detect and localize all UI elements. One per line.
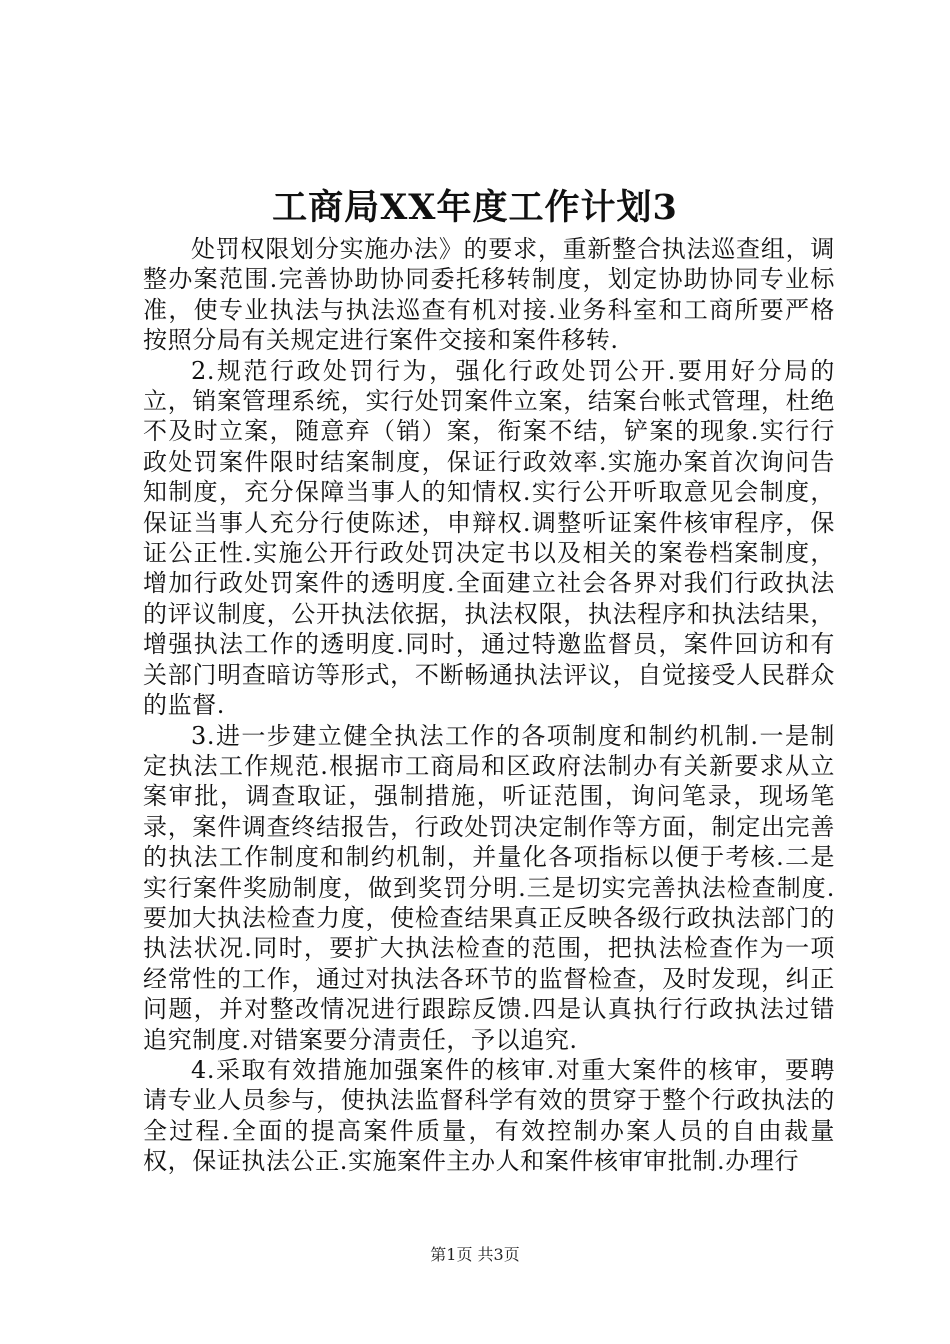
- page-footer: 第1页 共3页: [430, 1245, 520, 1264]
- document-title: 工商局XX年度工作计划3: [272, 187, 678, 228]
- paragraph-4: 4.采取有效措施加强案件的核审.对重大案件的核审，要聘请专业人员参与，使执法监督科学有效的贯穿于整个行政执法的全过程.全面的提高案件质量，有效控制办案人员的自由裁量权，保证执法公正.实施案件主办人和案件核审审批制.办理行: [143, 1055, 835, 1176]
- paragraph-3: 3.进一步建立健全执法工作的各项制度和制约机制.一是制定执法工作规范.根据市工商局和区政府法制办有关新要求从立案审批，调查取证，强制措施，听证范围，询问笔录，现场笔录，案件调查终结报告，行政处罚决定制作等方面，制定出完善的执法工作制度和制约机制，并量化各项指标以便于考核.二是实行案件奖励制度，做到奖罚分明.三是切实完善执法检查制度.要加大执法检查力度，使检查结果真正反映各级行政执法部门的执法状况.同时，要扩大执法检查的范围，把执法检查作为一项经常性的工作，通过对执法各环节的监督检查，及时发现，纠正问题，并对整改情况进行跟踪反馈.四是认真执行行政执法过错追究制度.对错案要分清责任，予以追究.: [143, 721, 835, 1054]
- paragraph-1: 处罚权限划分实施办法》的要求，重新整合执法巡查组，调整办案范围.完善协助协同委托移转制度，划定协助协同专业标准，使专业执法与执法巡查有机对接.业务科室和工商所要严格按照分局有关规定进行案件交接和案件移转.: [143, 235, 835, 355]
- paragraph-2: 2.规范行政处罚行为，强化行政处罚公开.要用好分局的立，销案管理系统，实行处罚案件立案，结案台帐式管理，杜绝不及时立案，随意弃（销）案，衔案不结，铲案的现象.实行行政处罚案件限时结案制度，保证行政效率.实施办案首次询问告知制度，充分保障当事人的知情权.实行公开听取意见会制度，保证当事人充分行使陈述，申辩权.调整听证案件核审程序，保证公正性.实施公开行政处罚决定书以及相关的案卷档案制度，增加行政处罚案件的透明度.全面建立社会各界对我们行政执法的评议制度，公开执法依据，执法权限，执法程序和执法结果，增强执法工作的透明度.同时，通过特邀监督员，案件回访和有关部门明查暗访等形式，不断畅通执法评议，自觉接受人民群众的监督.: [143, 356, 835, 720]
- document-body: [143, 234, 835, 1177]
